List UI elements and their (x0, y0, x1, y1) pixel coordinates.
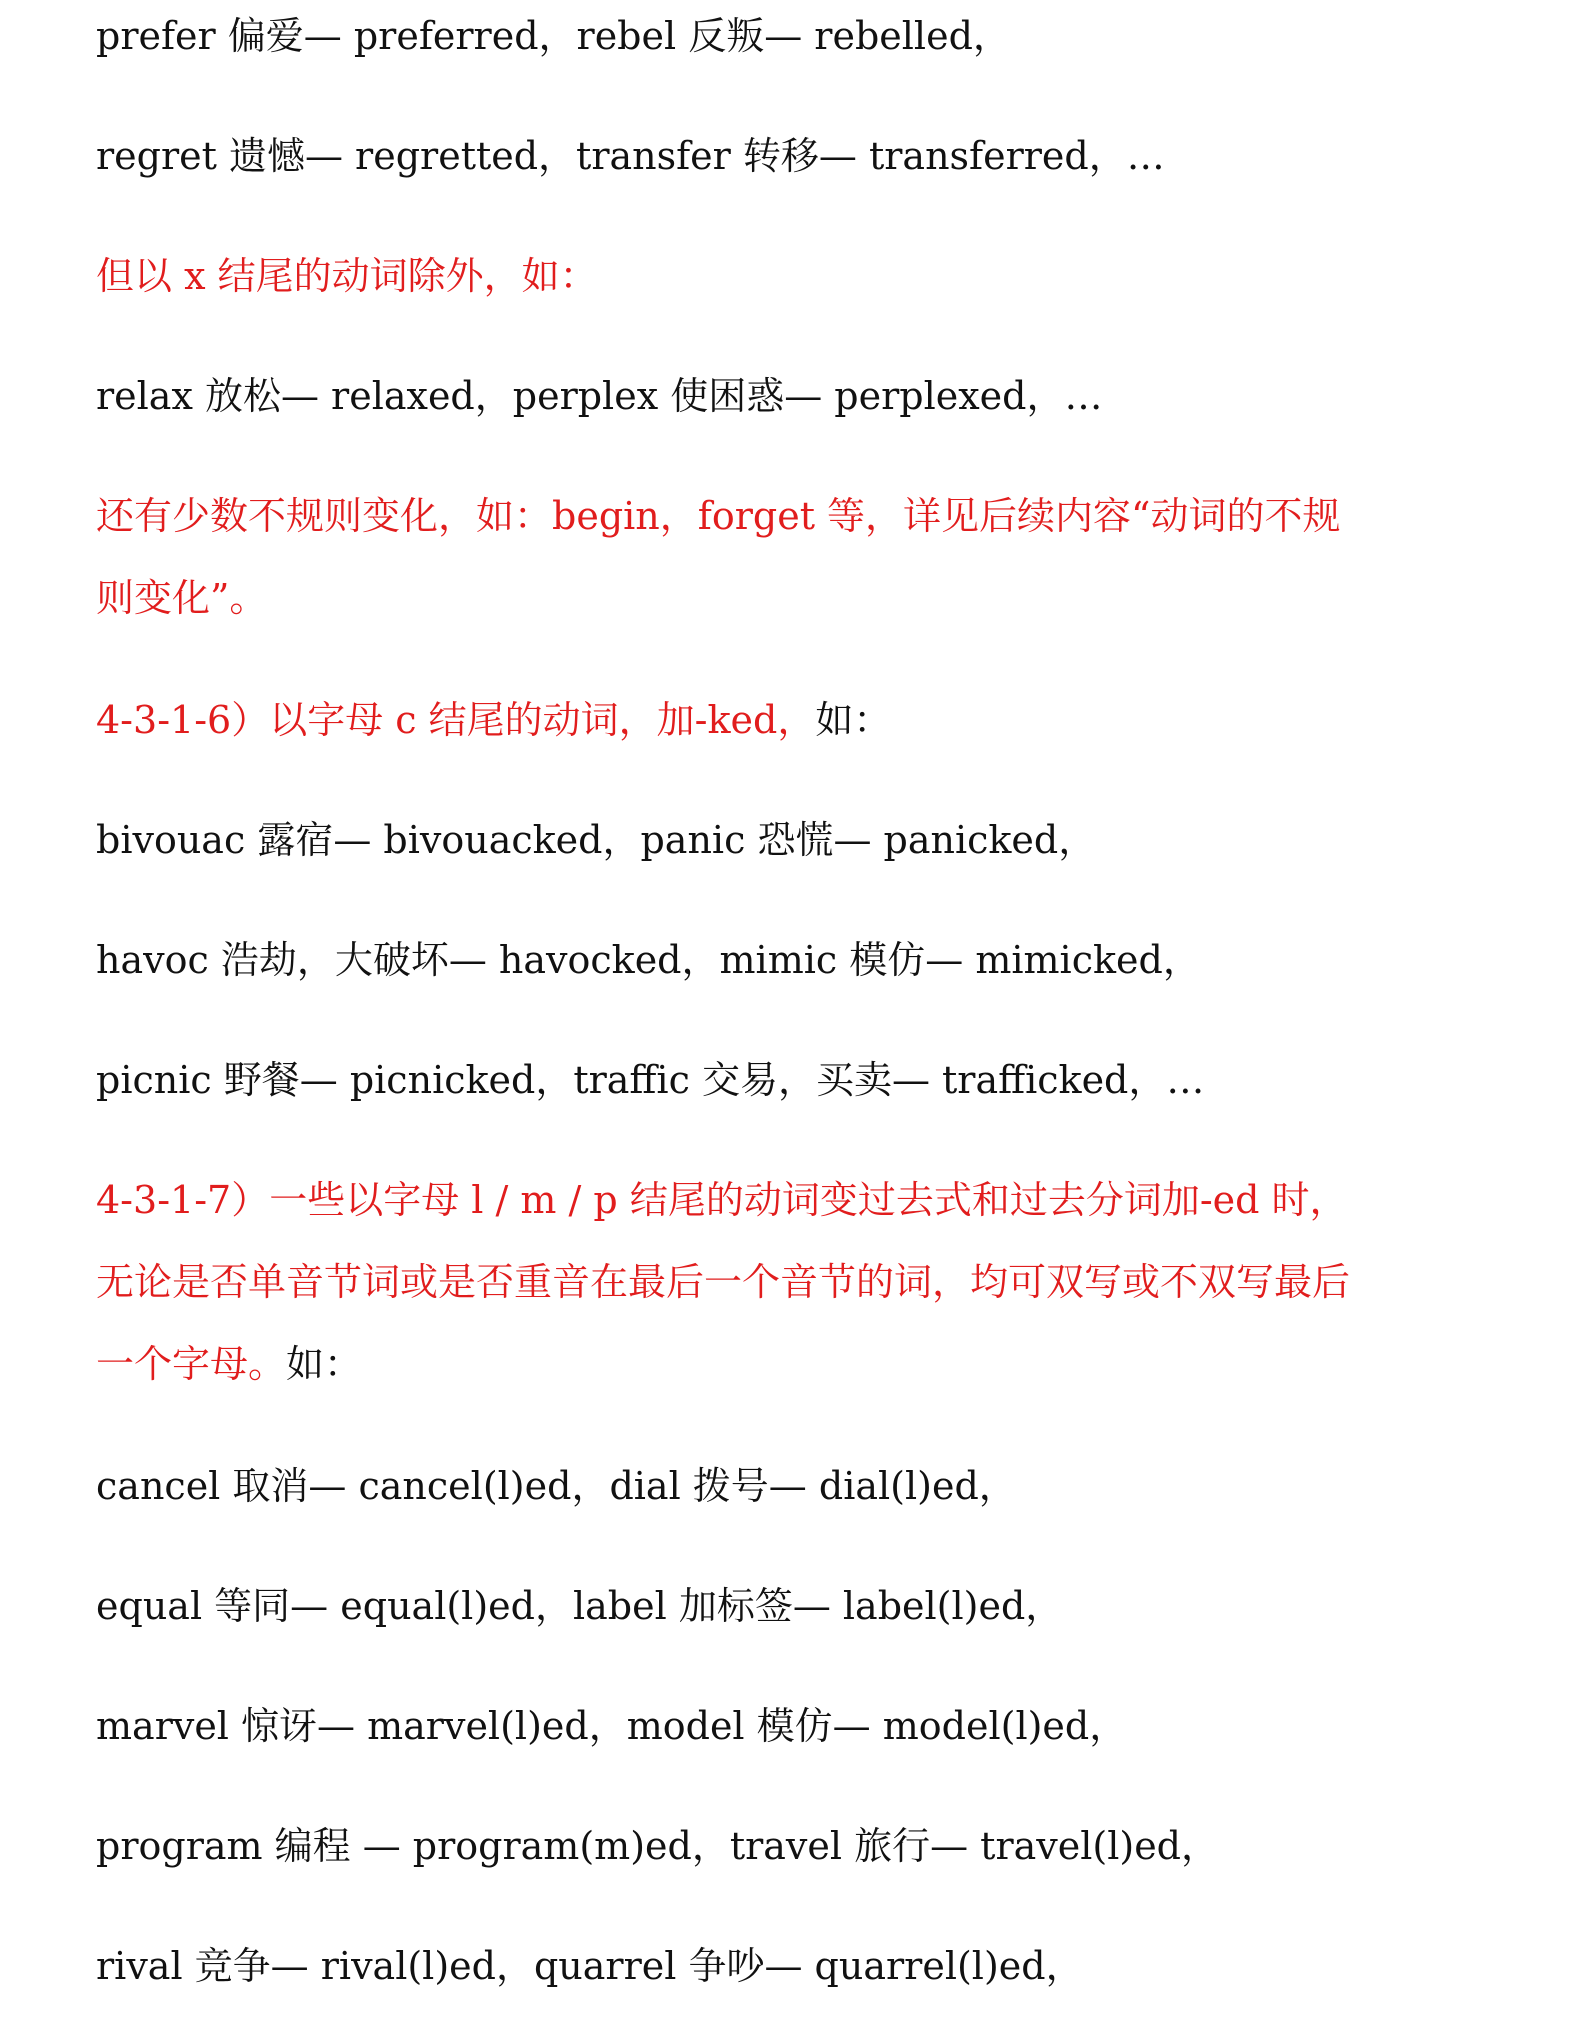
section-heading-4-3-1-7: 4-3-1-7）一些以字母 l / m / p 结尾的动词变过去式和过去分词加-ed 时， (96, 1178, 1348, 1222)
text-line-14: cancel 取消— cancel(l)ed，dial 拨号— dial(l)ed， (96, 1464, 1017, 1508)
text-line-5: 还有少数不规则变化，如：begin，forget 等，详见后续内容“动词的不规 (96, 494, 1341, 538)
section-heading-4-3-1-6 (96, 696, 891, 744)
text-line-16: marvel 惊讶— marvel(l)ed，model 模仿— model(l)ed， (96, 1704, 1128, 1748)
line13-red: 一个字母。 (96, 1342, 287, 1386)
heading-text: 4-3-1-6）以字母 c 结尾的动词，加-ked， (96, 698, 816, 742)
text-line-8: bivouac 露宿— bivouacked，panic 恐慌— panicked， (96, 818, 1097, 862)
text-line-12: 无论是否单音节词或是否重音在最后一个音节的词，均可双写或不双写最后 (96, 1260, 1351, 1304)
text-line-4: relax 放松— relaxed，perplex 使困惑— perplexed，… (96, 374, 1103, 418)
text-line-13 (96, 1340, 362, 1388)
text-line-3: 但以 x 结尾的动词除外，如： (96, 254, 598, 298)
text-line-9: havoc 浩劫，大破坏— havocked，mimic 模仿— mimicked， (96, 938, 1201, 982)
text-line-1: prefer 偏爱— preferred，rebel 反叛— rebelled， (96, 14, 1011, 58)
text-line-17: program 编程 — program(m)ed，travel 旅行— travel(l)ed， (96, 1824, 1220, 1868)
text-line-6: 则变化”。 (96, 576, 268, 620)
text-line-10: picnic 野餐— picnicked，traffic 交易，买卖— trafficked，… (96, 1058, 1205, 1102)
text-line-15: equal 等同— equal(l)ed，label 加标签— label(l)ed， (96, 1584, 1064, 1628)
document-page (96, 0, 1516, 2044)
text-line-2: regret 遗憾— regretted，transfer 转移— transferred，… (96, 134, 1165, 178)
text-line-18: rival 竞争— rival(l)ed，quarrel 争吵— quarrel(l)ed， (96, 1944, 1084, 1988)
heading-suffix: 如： (815, 698, 892, 742)
line13-black: 如： (286, 1342, 363, 1386)
